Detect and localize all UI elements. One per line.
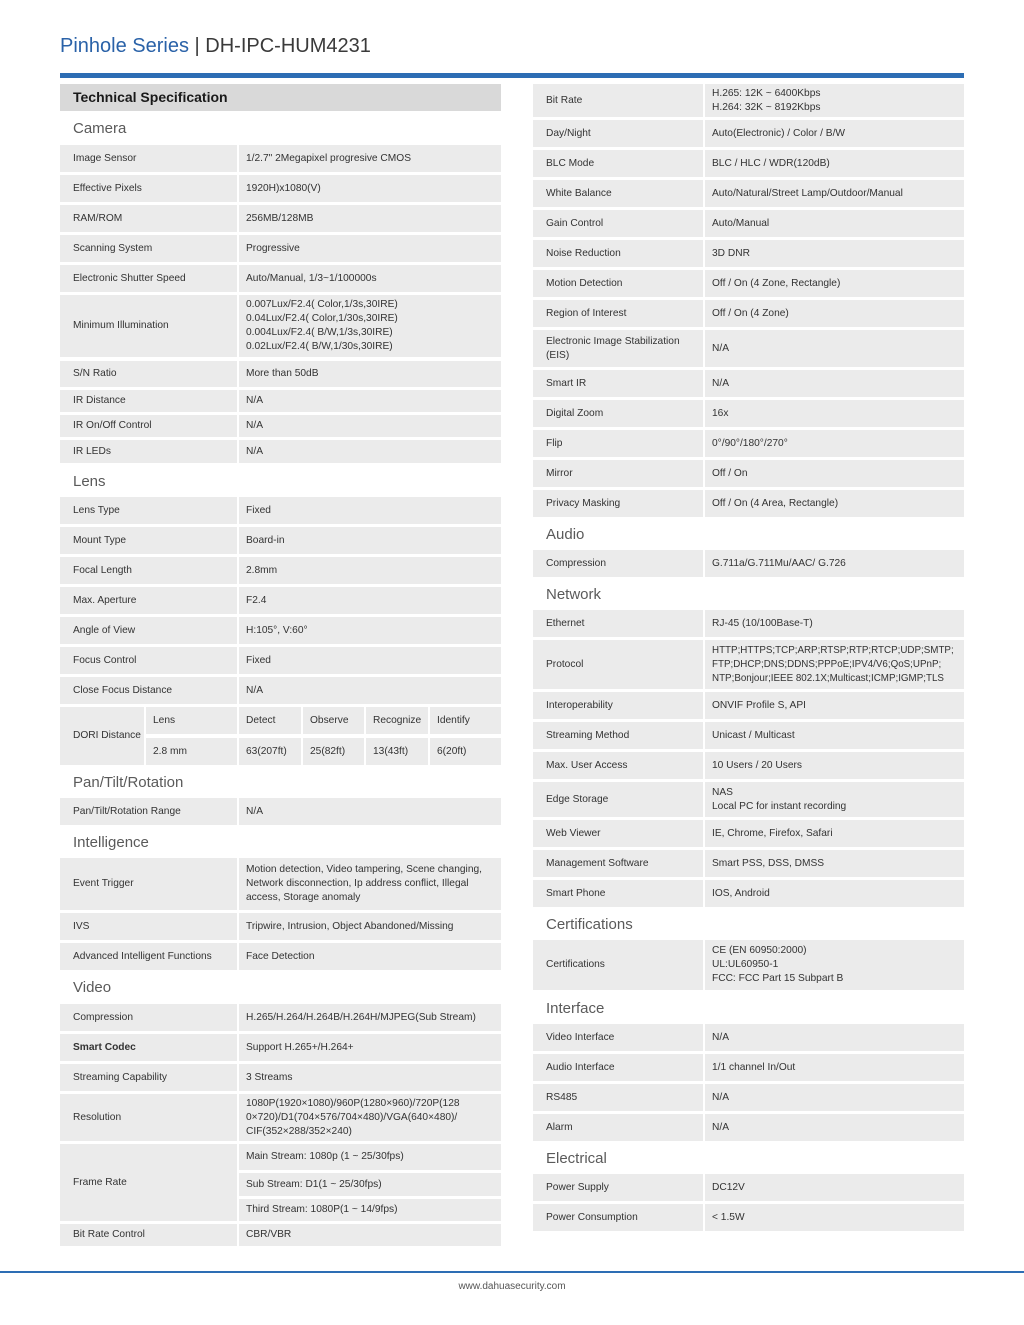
spec-label: Day/Night (533, 120, 703, 147)
spec-value: H.265/H.264/H.264B/H.264H/MJPEG(Sub Stream) (239, 1004, 501, 1031)
section-lens: Lens (73, 473, 106, 490)
spec-value: 256MB/128MB (239, 205, 501, 232)
spec-label: Audio Interface (533, 1054, 703, 1081)
spec-row-mirror (533, 460, 964, 487)
spec-row-ram-rom (60, 205, 501, 232)
spec-value: DC12V (705, 1174, 964, 1201)
spec-row-compression (60, 1004, 501, 1031)
spec-row-privacy-masking (533, 490, 964, 517)
model-name: DH-IPC-HUM4231 (205, 35, 371, 57)
spec-label: IR On/Off Control (60, 415, 237, 437)
spec-label: Close Focus Distance (60, 677, 237, 704)
spec-label: Region of Interest (533, 300, 703, 327)
spec-label: Electronic Image Stabilization (EIS) (533, 330, 703, 367)
spec-value: N/A (705, 1084, 964, 1111)
spec-value: More than 50dB (239, 361, 501, 387)
spec-row-region-of-interest (533, 300, 964, 327)
spec-label: Pan/Tilt/Rotation Range (60, 798, 237, 825)
spec-value: Off / On (705, 460, 964, 487)
spec-value: RJ-45 (10/100Base-T) (705, 610, 964, 637)
spec-row-advanced-functions (60, 943, 501, 970)
spec-value: N/A (705, 1114, 964, 1141)
spec-label: Electronic Shutter Speed (60, 265, 237, 292)
spec-value: H.265: 12K ~ 6400Kbps H.264: 32K ~ 8192Kbps (705, 84, 964, 117)
spec-value: 2.8mm (239, 557, 501, 584)
spec-label: Advanced Intelligent Functions (60, 943, 237, 970)
spec-label: Protocol (533, 640, 703, 689)
spec-row-mount-type (60, 527, 501, 554)
spec-row-ethernet (533, 610, 964, 637)
spec-value: Sub Stream: D1(1 ~ 25/30fps) (239, 1173, 501, 1196)
spec-value: N/A (239, 677, 501, 704)
spec-row-pan-tilt-range (60, 798, 501, 825)
spec-row-shutter-speed (60, 265, 501, 292)
section-pan-tilt: Pan/Tilt/Rotation (73, 774, 184, 791)
spec-label: Scanning System (60, 235, 237, 262)
spec-value: 3D DNR (705, 240, 964, 267)
spec-label: Management Software (533, 850, 703, 877)
spec-label: Max. User Access (533, 752, 703, 779)
spec-value: ONVIF Profile S, API (705, 692, 964, 719)
header-divider (60, 73, 964, 78)
spec-row-power-consumption (533, 1204, 964, 1231)
spec-value: Off / On (4 Zone) (705, 300, 964, 327)
spec-value: Support H.265+/H.264+ (239, 1034, 501, 1061)
footer-divider (0, 1271, 1024, 1273)
spec-value: Board-in (239, 527, 501, 554)
spec-row-audio-compression (533, 550, 964, 577)
spec-row-frame-rate (60, 1144, 501, 1221)
spec-label: Power Consumption (533, 1204, 703, 1231)
spec-row-day-night (533, 120, 964, 147)
spec-value: 1080P(1920×1080)/960P(1280×960)/720P(128 0×720)/D1(704×576/704×480)/VGA(640×480)/ CIF(352×288/352×240) (239, 1094, 501, 1141)
spec-row-smart-phone (533, 880, 964, 907)
spec-value: 0°/90°/180°/270° (705, 430, 964, 457)
spec-value: N/A (239, 440, 501, 463)
spec-row-close-focus (60, 677, 501, 704)
spec-value: < 1.5W (705, 1204, 964, 1231)
spec-label: Privacy Masking (533, 490, 703, 517)
spec-value: N/A (705, 370, 964, 397)
section-audio: Audio (546, 526, 585, 543)
spec-label: Web Viewer (533, 820, 703, 847)
spec-label: Max. Aperture (60, 587, 237, 614)
spec-label: Minimum Illumination (60, 295, 237, 357)
spec-value: Smart PSS, DSS, DMSS (705, 850, 964, 877)
spec-row-motion-detection (533, 270, 964, 297)
spec-row-ir-onoff (60, 415, 501, 437)
spec-value: Fixed (239, 647, 501, 674)
spec-label: Certifications (533, 940, 703, 990)
spec-row-ir-leds (60, 440, 501, 463)
spec-row-edge-storage (533, 782, 964, 817)
spec-value: IE, Chrome, Firefox, Safari (705, 820, 964, 847)
spec-label: RAM/ROM (60, 205, 237, 232)
spec-row-smart-codec (60, 1034, 501, 1061)
spec-label: Frame Rate (60, 1144, 237, 1221)
spec-label: Video Interface (533, 1024, 703, 1051)
dori-header: Detect (239, 707, 301, 734)
section-certifications: Certifications (546, 916, 633, 933)
spec-row-certifications (533, 940, 964, 990)
spec-label: Compression (533, 550, 703, 577)
spec-row-flip (533, 430, 964, 457)
spec-label: White Balance (533, 180, 703, 207)
spec-row-focus-control (60, 647, 501, 674)
spec-row-digital-zoom (533, 400, 964, 427)
spec-label: Ethernet (533, 610, 703, 637)
spec-row-rs485 (533, 1084, 964, 1111)
spec-row-smart-ir (533, 370, 964, 397)
spec-row-scanning-system (60, 235, 501, 262)
dori-value: 25(82ft) (303, 738, 364, 765)
spec-label: Alarm (533, 1114, 703, 1141)
spec-value: Motion detection, Video tampering, Scene changing, Network disconnection, Ip address conflict, Illegal access, Storage anomaly (239, 858, 501, 910)
spec-label: Gain Control (533, 210, 703, 237)
spec-value: IOS, Android (705, 880, 964, 907)
spec-value: Auto/Manual, 1/3~1/100000s (239, 265, 501, 292)
dori-value: 63(207ft) (239, 738, 301, 765)
footer-url[interactable]: www.dahuasecurity.com (458, 1281, 566, 1292)
spec-label: Smart Codec (60, 1034, 237, 1061)
spec-value: Off / On (4 Area, Rectangle) (705, 490, 964, 517)
spec-row-event-trigger (60, 858, 501, 910)
spec-label: Interoperability (533, 692, 703, 719)
spec-value: Auto(Electronic) / Color / B/W (705, 120, 964, 147)
spec-value: 0.007Lux/F2.4( Color,1/3s,30IRE) 0.04Lux/F2.4( Color,1/30s,30IRE) 0.004Lux/F2.4( B/W,1/3s,30IRE) 0.02Lux/F2.4( B/W,1/30s,30IRE) (239, 295, 501, 357)
spec-row-gain-control (533, 210, 964, 237)
spec-value: H:105°, V:60° (239, 617, 501, 644)
spec-value: 3 Streams (239, 1064, 501, 1091)
spec-value: Main Stream: 1080p (1 ~ 25/30fps) (239, 1144, 501, 1170)
section-camera: Camera (73, 120, 127, 137)
spec-value: N/A (705, 330, 964, 367)
spec-row-protocol (533, 640, 964, 689)
spec-row-power-supply (533, 1174, 964, 1201)
section-electrical: Electrical (546, 1150, 607, 1167)
spec-value: 1920H)x1080(V) (239, 175, 501, 202)
spec-label: BLC Mode (533, 150, 703, 177)
spec-label: Power Supply (533, 1174, 703, 1201)
spec-value: CBR/VBR (239, 1224, 501, 1246)
spec-row-interoperability (533, 692, 964, 719)
section-intelligence: Intelligence (73, 834, 149, 851)
spec-value: Tripwire, Intrusion, Object Abandoned/Missing (239, 913, 501, 940)
spec-value: N/A (239, 415, 501, 437)
spec-label: IVS (60, 913, 237, 940)
spec-row-white-balance (533, 180, 964, 207)
spec-row-image-sensor (60, 145, 501, 172)
spec-label: Image Sensor (60, 145, 237, 172)
spec-value: CE (EN 60950:2000) UL:UL60950-1 FCC: FCC Part 15 Subpart B (705, 940, 964, 990)
dori-header: Lens (146, 707, 237, 734)
spec-row-web-viewer (533, 820, 964, 847)
spec-row-angle-of-view (60, 617, 501, 644)
spec-value: Auto/Manual (705, 210, 964, 237)
spec-label: Digital Zoom (533, 400, 703, 427)
title-separator: | (188, 35, 206, 57)
dori-value: 13(43ft) (366, 738, 428, 765)
spec-label: Mount Type (60, 527, 237, 554)
spec-label: RS485 (533, 1084, 703, 1111)
spec-label: Event Trigger (60, 858, 237, 910)
spec-row-bit-rate (533, 84, 964, 117)
spec-row-streaming-method (533, 722, 964, 749)
spec-value: G.711a/G.711Mu/AAC/ G.726 (705, 550, 964, 577)
spec-label: IR LEDs (60, 440, 237, 463)
spec-value: N/A (239, 390, 501, 412)
spec-value: 16x (705, 400, 964, 427)
spec-label: Smart IR (533, 370, 703, 397)
spec-row-noise-reduction (533, 240, 964, 267)
spec-label: Angle of View (60, 617, 237, 644)
spec-value: 1/2.7" 2Megapixel progresive CMOS (239, 145, 501, 172)
spec-label: Smart Phone (533, 880, 703, 907)
spec-label: Flip (533, 430, 703, 457)
spec-row-max-user-access (533, 752, 964, 779)
spec-value: Face Detection (239, 943, 501, 970)
spec-value: N/A (705, 1024, 964, 1051)
spec-value: 1/1 channel In/Out (705, 1054, 964, 1081)
spec-value: Unicast / Multicast (705, 722, 964, 749)
spec-row-lens-type (60, 497, 501, 524)
spec-value: NAS Local PC for instant recording (705, 782, 964, 817)
spec-row-ir-distance (60, 390, 501, 412)
section-interface: Interface (546, 1000, 605, 1017)
spec-value: 10 Users / 20 Users (705, 752, 964, 779)
spec-row-management-software (533, 850, 964, 877)
spec-row-video-interface (533, 1024, 964, 1051)
spec-label: Noise Reduction (533, 240, 703, 267)
section-video: Video (73, 979, 112, 996)
spec-row-bit-rate-control (60, 1224, 501, 1246)
spec-label: Streaming Capability (60, 1064, 237, 1091)
spec-value: Progressive (239, 235, 501, 262)
spec-label: Lens Type (60, 497, 237, 524)
spec-value: Off / On (4 Zone, Rectangle) (705, 270, 964, 297)
spec-label: Focal Length (60, 557, 237, 584)
spec-row-streaming-capability (60, 1064, 501, 1091)
dori-value: 2.8 mm (146, 738, 237, 765)
spec-label: Motion Detection (533, 270, 703, 297)
spec-row-sn-ratio (60, 361, 501, 387)
spec-label: Compression (60, 1004, 237, 1031)
spec-value: BLC / HLC / WDR(120dB) (705, 150, 964, 177)
page-title (60, 33, 371, 59)
spec-value: Fixed (239, 497, 501, 524)
spec-row-blc-mode (533, 150, 964, 177)
spec-label: Focus Control (60, 647, 237, 674)
spec-row-eis (533, 330, 964, 367)
spec-label: Resolution (60, 1094, 237, 1141)
dori-table (60, 707, 501, 765)
dori-value: 6(20ft) (430, 738, 501, 765)
spec-label: Mirror (533, 460, 703, 487)
series-name: Pinhole Series (60, 35, 189, 57)
tech-spec-heading: Technical Specification (60, 84, 501, 111)
spec-label: Bit Rate Control (60, 1224, 237, 1246)
section-network: Network (546, 586, 602, 603)
dori-label: DORI Distance (60, 707, 144, 765)
dori-header: Identify (430, 707, 501, 734)
dori-header: Recognize (366, 707, 428, 734)
spec-label: IR Distance (60, 390, 237, 412)
spec-label: Effective Pixels (60, 175, 237, 202)
spec-value: Auto/Natural/Street Lamp/Outdoor/Manual (705, 180, 964, 207)
spec-row-ivs (60, 913, 501, 940)
spec-row-resolution (60, 1094, 501, 1141)
spec-row-max-aperture (60, 587, 501, 614)
spec-value: Third Stream: 1080P(1 ~ 14/9fps) (239, 1199, 501, 1221)
spec-label: S/N Ratio (60, 361, 237, 387)
spec-row-focal-length (60, 557, 501, 584)
spec-label: Edge Storage (533, 782, 703, 817)
spec-label: Bit Rate (533, 84, 703, 117)
spec-row-effective-pixels (60, 175, 501, 202)
spec-value: HTTP;HTTPS;TCP;ARP;RTSP;RTP;RTCP;UDP;SMTP; FTP;DHCP;DNS;DDNS;PPPoE;IPV4/V6;QoS;UPnP; NTP;Bonjour;IEEE 802.1X;Multicast;ICMP;IGMP;TLS (705, 640, 964, 689)
spec-row-alarm (533, 1114, 964, 1141)
spec-label: Streaming Method (533, 722, 703, 749)
spec-row-min-illumination (60, 295, 501, 357)
spec-value: N/A (239, 798, 501, 825)
spec-value: F2.4 (239, 587, 501, 614)
dori-header: Observe (303, 707, 364, 734)
spec-row-audio-interface (533, 1054, 964, 1081)
